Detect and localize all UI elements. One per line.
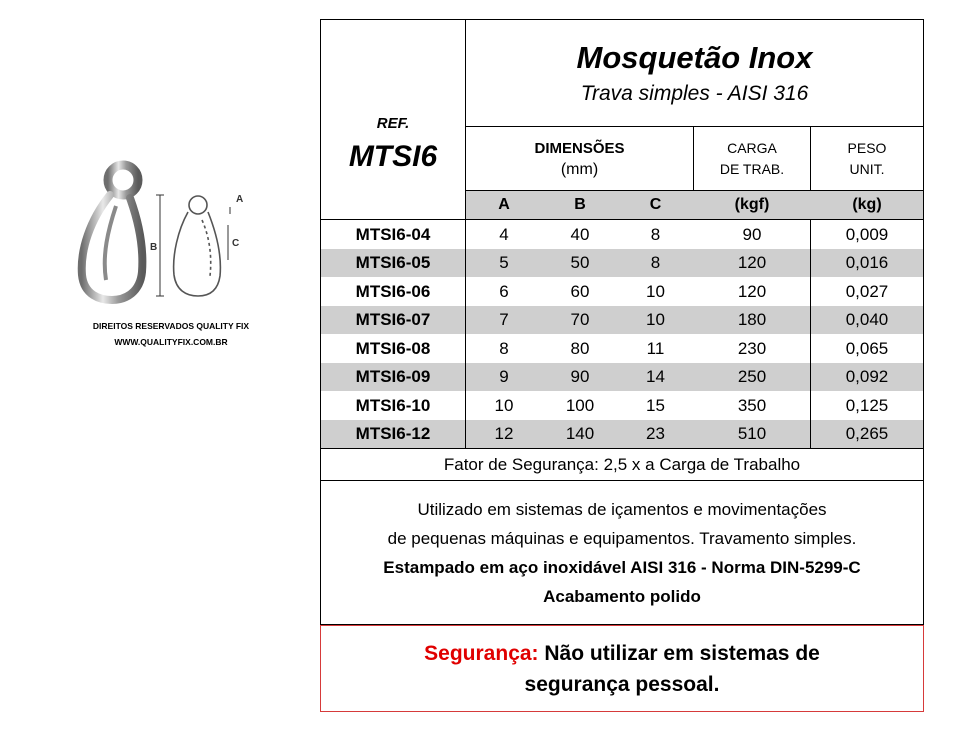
table-row xyxy=(321,363,923,391)
row-c: 14 xyxy=(646,367,665,386)
row-ref: MTSI6-12 xyxy=(355,424,431,443)
row-b: 90 xyxy=(570,367,590,386)
dimensions-unit: (mm) xyxy=(560,160,599,178)
load-header xyxy=(694,127,810,190)
row-load: 230 xyxy=(737,338,767,358)
table-row xyxy=(321,420,923,448)
row-a: 5 xyxy=(499,253,509,272)
table-row xyxy=(321,249,923,277)
row-weight: 0,092 xyxy=(845,367,889,386)
table-row xyxy=(321,306,923,334)
safety-factor: Fator de Segurança: 2,5 x a Carga de Trabalho xyxy=(443,454,801,474)
row-ref: MTSI6-06 xyxy=(355,281,431,301)
data-rows xyxy=(321,220,923,449)
website-line: WWW.QUALITYFIX.COM.BR xyxy=(114,337,228,347)
row-c: 8 xyxy=(650,224,661,244)
row-b: 50 xyxy=(570,253,590,272)
dim-b-label: B xyxy=(150,242,158,253)
weight-label-1: PESO xyxy=(847,139,887,156)
row-weight: 0,125 xyxy=(845,395,889,415)
weight-unit-header: (kg) xyxy=(852,196,882,213)
row-a: 10 xyxy=(494,395,514,415)
row-ref: MTSI6-09 xyxy=(355,367,431,386)
row-c: 15 xyxy=(646,395,665,415)
row-c: 10 xyxy=(646,281,665,301)
row-load: 350 xyxy=(737,395,767,415)
row-b: 70 xyxy=(570,310,590,329)
warning-text: Não utilizar em sistemas de xyxy=(538,641,820,665)
row-ref: MTSI6-04 xyxy=(355,224,431,244)
row-b: 140 xyxy=(565,424,595,443)
weight-header xyxy=(811,127,923,190)
row-weight: 0,027 xyxy=(845,281,889,301)
row-a: 12 xyxy=(494,424,514,443)
col-c-header: C xyxy=(649,196,662,213)
dim-c-label: C xyxy=(232,238,240,249)
row-weight: 0,040 xyxy=(845,310,889,329)
row-weight: 0,009 xyxy=(845,224,889,244)
row-load: 250 xyxy=(737,367,767,386)
row-ref: MTSI6-05 xyxy=(355,253,431,272)
safety-warning xyxy=(320,625,924,712)
description-line: de pequenas máquinas e equipamentos. Travamento simples. xyxy=(387,529,857,548)
row-ref: MTSI6-10 xyxy=(355,395,431,415)
title-block xyxy=(466,20,923,126)
ref-block xyxy=(321,20,465,219)
row-load: 90 xyxy=(742,224,762,244)
copyright-line: DIREITOS RESERVADOS QUALITY FIX xyxy=(92,321,250,331)
product-spec-sheet xyxy=(320,19,924,712)
finish-line: Acabamento polido xyxy=(543,587,701,606)
row-weight: 0,016 xyxy=(845,253,889,272)
load-unit-header: (kgf) xyxy=(734,196,770,213)
row-ref: MTSI6-07 xyxy=(355,310,431,329)
product-title: Mosquetão Inox xyxy=(576,40,813,75)
row-b: 60 xyxy=(570,281,590,301)
description-line: Utilizado em sistemas de içamentos e movimentações xyxy=(417,500,827,519)
snap-hook-photo xyxy=(82,165,143,300)
row-c: 10 xyxy=(646,310,665,329)
product-subtitle: Trava simples - AISI 316 xyxy=(580,82,809,105)
row-c: 23 xyxy=(646,424,665,443)
material-line: Estampado em aço inoxidável AISI 316 - Norma DIN-5299-C xyxy=(383,558,861,577)
ref-code: MTSI6 xyxy=(348,140,438,173)
weight-label-2: UNIT. xyxy=(849,160,885,177)
row-c: 11 xyxy=(646,338,665,358)
ref-label: REF. xyxy=(376,115,410,132)
load-label-1: CARGA xyxy=(727,139,777,156)
table-row xyxy=(321,220,923,249)
row-b: 80 xyxy=(570,338,590,358)
snap-hook-drawing xyxy=(156,195,230,296)
row-weight: 0,065 xyxy=(845,338,889,358)
row-b: 40 xyxy=(570,224,590,244)
row-load: 510 xyxy=(737,424,767,443)
col-b-header: B xyxy=(574,196,586,213)
row-a: 8 xyxy=(499,338,509,358)
table-row xyxy=(321,277,923,306)
warning-label: Segurança: xyxy=(424,641,539,665)
row-a: 6 xyxy=(499,281,509,301)
row-a: 4 xyxy=(499,224,509,244)
row-c: 8 xyxy=(650,253,661,272)
product-description xyxy=(321,481,923,625)
row-load: 120 xyxy=(737,253,767,272)
col-a-header: A xyxy=(498,196,510,213)
row-b: 100 xyxy=(565,395,595,415)
load-label-2: DE TRAB. xyxy=(719,160,785,177)
row-load: 120 xyxy=(737,281,767,301)
row-weight: 0,265 xyxy=(845,424,889,443)
table-row xyxy=(321,391,923,420)
row-a: 9 xyxy=(499,367,509,386)
row-load: 180 xyxy=(737,310,767,329)
table-row xyxy=(321,334,923,363)
dim-a-label: A xyxy=(236,194,244,205)
warning-line-2: segurança pessoal. xyxy=(524,672,720,696)
dimensions-label: DIMENSÕES xyxy=(534,139,625,157)
copyright-notice xyxy=(40,318,302,350)
spec-table xyxy=(320,19,924,625)
warning-line-1 xyxy=(424,638,820,669)
row-a: 7 xyxy=(499,310,509,329)
dimensions-header xyxy=(466,127,693,190)
row-ref: MTSI6-08 xyxy=(355,338,431,358)
